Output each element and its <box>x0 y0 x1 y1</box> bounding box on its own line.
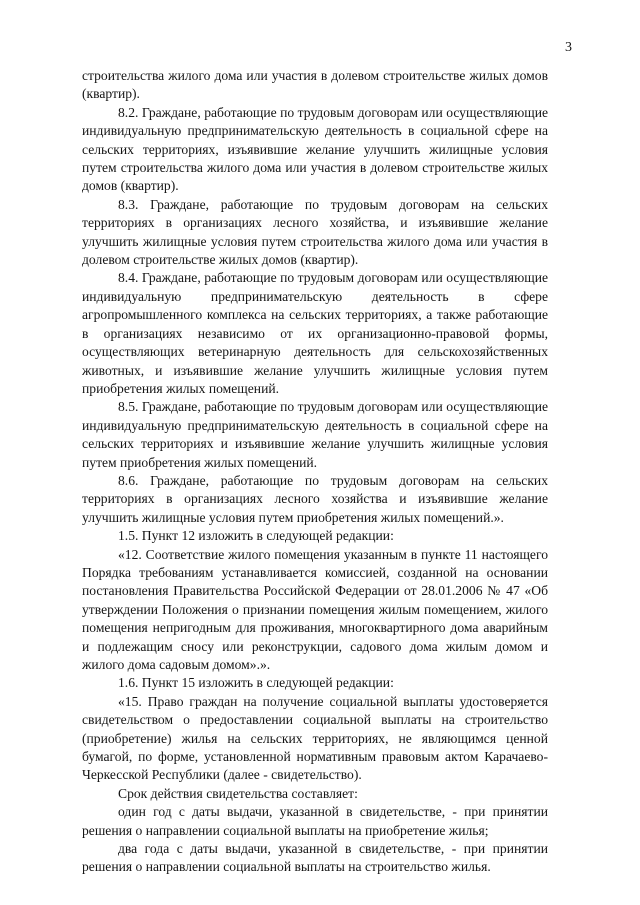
document-paragraph: два года с даты выдачи, указанной в свидетельстве, - при принятии решения о направлении социальной выплаты на строительство жилья. <box>82 841 548 875</box>
document-paragraph: 1.5. Пункт 12 изложить в следующей редакции: <box>118 528 394 544</box>
document-paragraph: «15. Право граждан на получение социальной выплаты удостоверяется свидетельством о предоставлении социальной выплаты на строительство (приобретение) жилья на сельских территориях, не являющимся ценной бумагой, по форме, установленной нормативным правовым актом Карачаево-Черкесской Республики (далее - свидетельство). <box>82 693 548 783</box>
document-paragraph: 8.6. Граждане, работающие по трудовым договорам на сельских территориях в организациях лесного хозяйства и изъявившие желание улучшить жилищные условия путем приобретения жилых помещений.». <box>82 472 548 525</box>
document-paragraph: 1.6. Пункт 15 изложить в следующей редакции: <box>118 675 394 691</box>
document-paragraph: строительства жилого дома или участия в долевом строительстве жилых домов (квартир). <box>82 68 548 102</box>
document-paragraph: Срок действия свидетельства составляет: <box>118 785 358 801</box>
document-paragraph: 8.5. Граждане, работающие по трудовым договорам или осуществляющие индивидуальную предпринимательскую деятельность в социальной сфере на сельских территориях и изъявившие желание улучшить жилищные условия путем приобретения жилых помещений. <box>82 399 548 470</box>
document-body <box>82 67 548 877</box>
document-paragraph: 8.3. Граждане, работающие по трудовым договорам на сельских территориях в организациях лесного хозяйства, и изъявившие желание улучшить жилищные условия путем строительства жилого дома или участия в долевом строительстве жилых домов (квартир). <box>82 196 548 268</box>
document-paragraph: один год с даты выдачи, указанной в свидетельстве, - при принятии решения о направлении социальной выплаты на приобретение жилья; <box>82 804 548 838</box>
document-paragraph: 8.4. Граждане, работающие по трудовым договорам или осуществляющие индивидуальную предпринимательскую деятельность в сфере агропромышленного комплекса на сельских территориях, а также работающие в организациях независимо от их организационно-правовой формы, осуществляющих ветеринарную деятельность для сельскохозяйственных животных, и изъявившие желание улучшить жилищные условия путем приобретения жилых помещений. <box>82 270 548 396</box>
document-paragraph: «12. Соответствие жилого помещения указанным в пункте 11 настоящего Порядка требованиям устанавливается комиссией, созданной на основании постановления Правительства Российской Федерации от 28.01.2006 № 47 «Об утверждении Положения о признании помещения жилым помещением, жилого помещения непригодным для проживания, многоквартирного дома аварийным и подлежащим сносу или реконструкции, садового дома жилым домом и жилого дома садовым домом».». <box>82 546 548 672</box>
document-paragraph: 8.2. Граждане, работающие по трудовым договорам или осуществляющие индивидуальную предпринимательскую деятельность в социальной сфере на сельских территориях, изъявившие желание улучшить жилищные условия путем строительства жилого дома или участия в долевом строительстве жилых домов (квартир). <box>82 104 548 194</box>
page-number: 3 <box>565 40 572 55</box>
